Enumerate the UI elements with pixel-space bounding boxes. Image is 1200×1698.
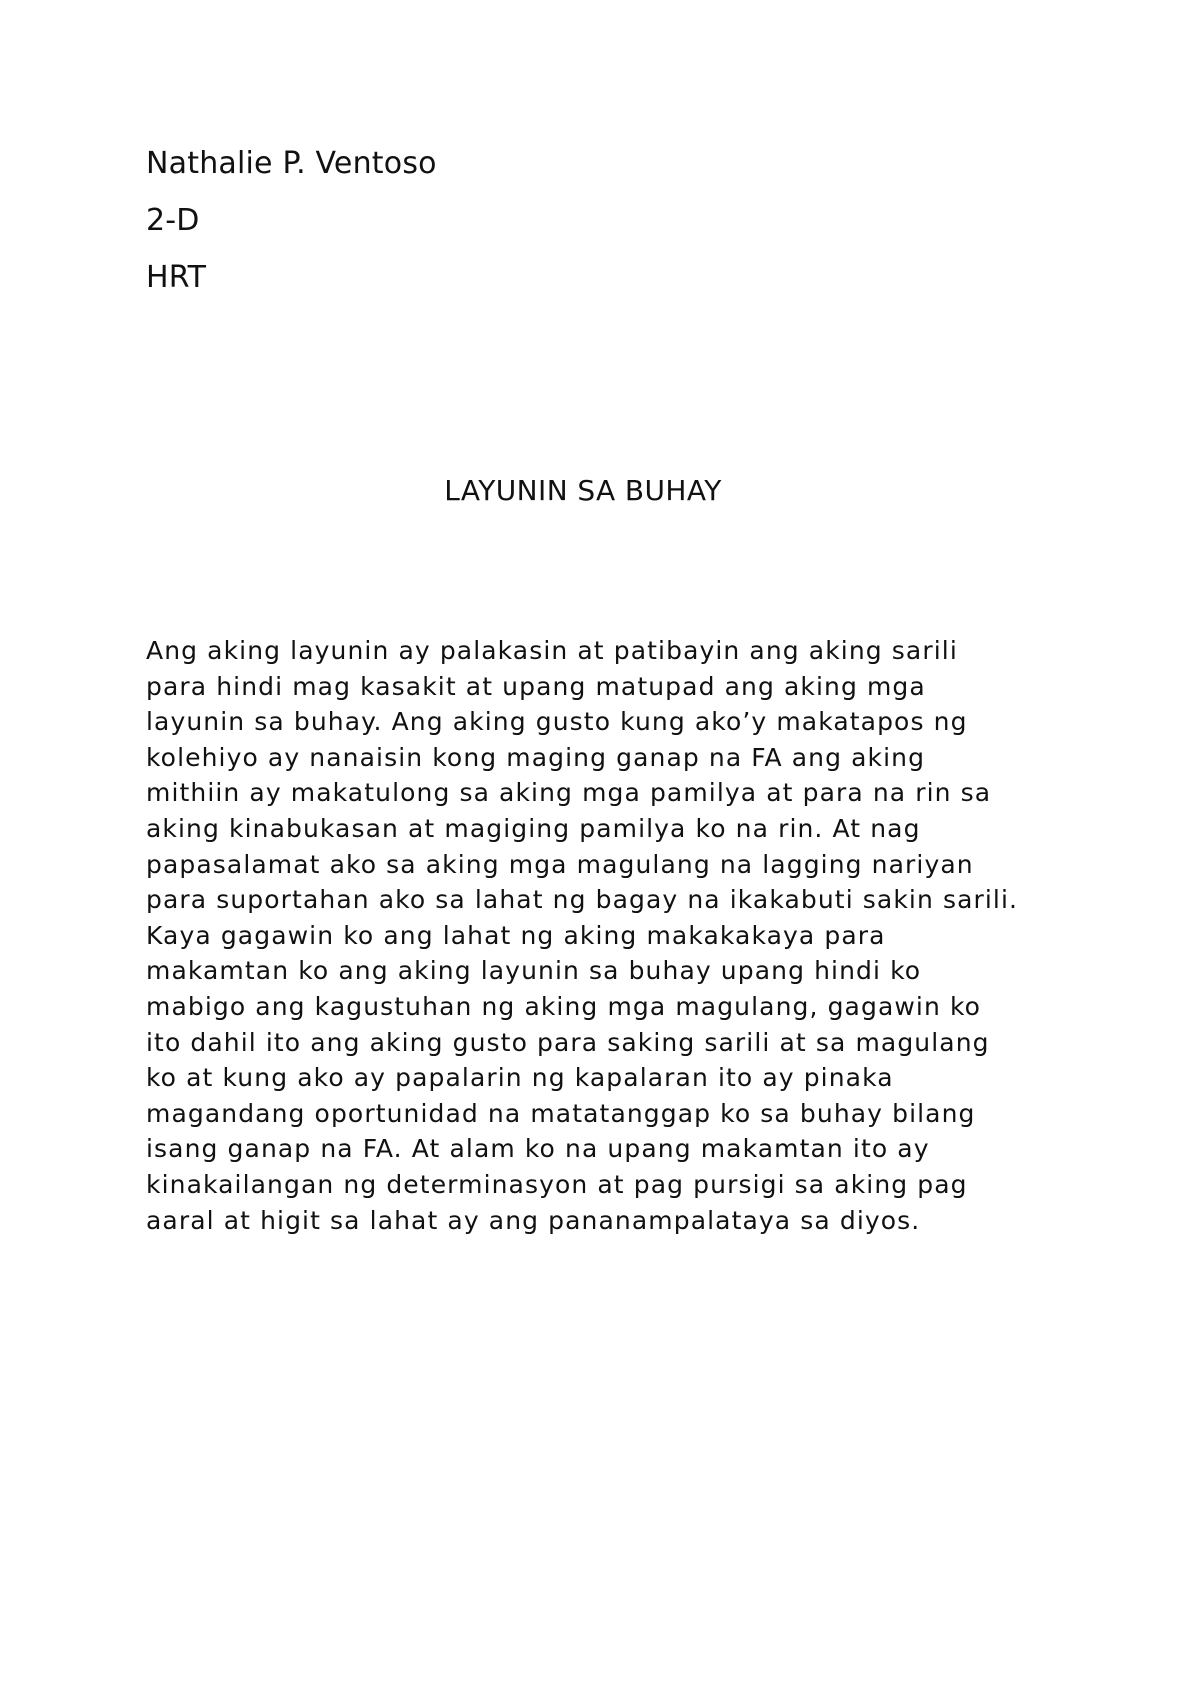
- essay-line: kinakailangan ng determinasyon at pag pursigi sa aking pag: [146, 1169, 968, 1199]
- essay-line: kolehiyo ay nanaisin kong maging ganap na FA ang aking: [146, 742, 926, 772]
- essay-line: isang ganap na FA. At alam ko na upang makamtan ito ay: [146, 1134, 930, 1164]
- subject-label: HRT: [146, 260, 207, 295]
- essay-line: para suportahan ako sa lahat ng bagay na ikakabuti sakin sarili.: [146, 885, 1019, 915]
- student-name: Nathalie P. Ventoso: [146, 146, 437, 181]
- essay-line: ko at kung ako ay papalarin ng kapalaran ito ay pinaka: [146, 1063, 894, 1093]
- essay-line: Kaya gagawin ko ang lahat ng aking makakakaya para: [146, 920, 886, 950]
- essay-line: ito dahil ito ang aking gusto para saking sarili at sa magulang: [146, 1027, 990, 1057]
- essay-line: mabigo ang kagustuhan ng aking mga magulang, gagawin ko: [146, 991, 982, 1021]
- essay-line: makamtan ko ang aking layunin sa buhay upang hindi ko: [146, 956, 922, 986]
- essay-line: para hindi mag kasakit at upang matupad ang aking mga: [146, 671, 926, 701]
- essay-line: aaral at higit sa lahat ay ang pananampalataya sa diyos.: [146, 1205, 921, 1235]
- student-section: 2-D: [146, 203, 200, 238]
- essay-line: magandang oportunidad na matatanggap ko sa buhay bilang: [146, 1098, 976, 1128]
- essay-line: mithiin ay makatulong sa aking mga pamilya at para na rin sa: [146, 778, 992, 808]
- essay-line: Ang aking layunin ay palakasin at patibayin ang aking sarili: [146, 636, 958, 665]
- document-title: LAYUNIN SA BUHAY: [444, 474, 722, 507]
- essay-line: layunin sa buhay. Ang aking gusto kung ako’y makatapos ng: [146, 707, 968, 737]
- essay-line: papasalamat ako sa aking mga magulang na lagging nariyan: [146, 849, 974, 879]
- essay-line: aking kinabukasan at magiging pamilya ko na rin. At nag: [146, 813, 921, 843]
- essay-body: [146, 633, 1066, 1238]
